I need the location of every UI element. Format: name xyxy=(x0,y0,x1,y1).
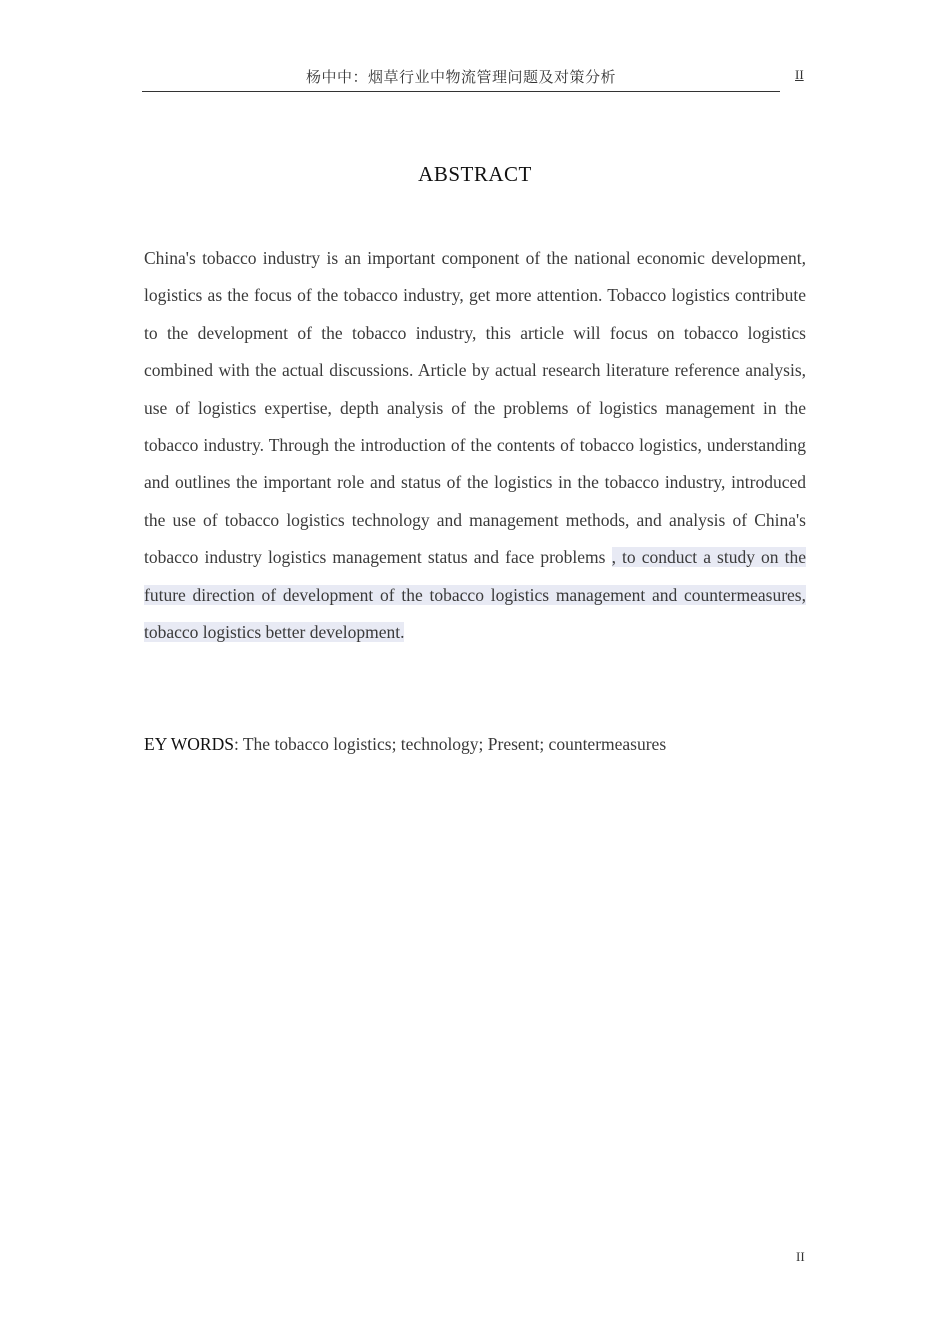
keywords-text: : The tobacco logistics; technology; Present; countermeasures xyxy=(233,734,667,754)
header-title: 杨中中：烟草行业中物流管理问题及对策分析 xyxy=(305,70,616,86)
page-header xyxy=(142,66,780,92)
abstract-body xyxy=(144,240,806,651)
abstract-body-text: China's tobacco industry is an important component of the national economic development, logistics as the focus of the tobacco industry, get more attention. Tobacco logistics contribute to the development of the tobacco industry, this article will focus on tobacco logistics combined with the actual discussions. Article by actual research literature reference analysis, use of logistics expertise, depth analysis of the problems of logistics management in the tobacco industry. Through the introduction of the contents of tobacco logistics, understanding and outlines the important role and status of the logistics in the tobacco industry, introduced the use of tobacco logistics technology and management methods, and analysis of China's tobacco industry logistics management status and face problems xyxy=(144,248,806,568)
footer-page-number: II xyxy=(796,1249,805,1264)
keywords-line xyxy=(144,726,806,763)
keywords-label: EY WORDS xyxy=(144,734,234,754)
abstract-body-highlighted-text[interactable]: , to conduct a study on the future direction of development of the tobacco logistics management and countermeasures, tobacco logistics better development. xyxy=(144,547,807,643)
header-page-number: II xyxy=(795,67,804,82)
abstract-title: ABSTRACT xyxy=(418,162,532,186)
